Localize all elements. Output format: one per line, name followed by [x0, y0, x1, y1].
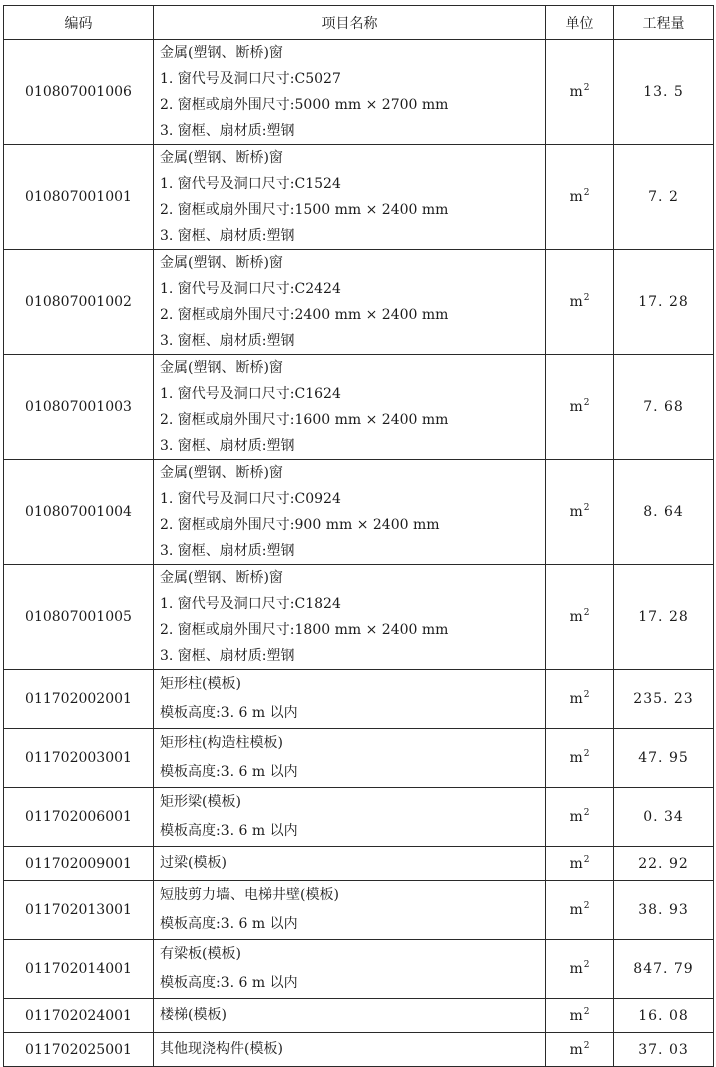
description-line: 短肢剪力墙、电梯井壁(模板)	[160, 887, 339, 903]
item-code: 010807001003	[4, 355, 154, 460]
description-line: 金属(塑钢、断桥)窗	[160, 255, 283, 271]
item-description	[154, 460, 546, 565]
table-row	[4, 1033, 714, 1067]
item-description	[154, 1033, 546, 1067]
table-body	[4, 40, 714, 1067]
description-line: 矩形柱(模板)	[160, 676, 241, 692]
item-unit	[546, 565, 614, 670]
quantity-value: 847. 79	[633, 961, 694, 977]
unit-base: m	[569, 750, 583, 766]
description-line: 1. 窗代号及洞口尺寸:C2424	[160, 281, 341, 297]
unit-exponent: 2	[583, 960, 590, 970]
item-quantity	[614, 355, 714, 460]
unit-base: m	[569, 1041, 583, 1058]
description-line: 3. 窗框、扇材质:塑钢	[160, 123, 295, 139]
unit-exponent: 2	[583, 398, 590, 408]
item-quantity	[614, 881, 714, 940]
item-description	[154, 355, 546, 460]
description-line: 3. 窗框、扇材质:塑钢	[160, 543, 295, 559]
unit-exponent: 2	[583, 749, 590, 759]
item-code: 010807001006	[4, 40, 154, 145]
quantity-value: 16. 08	[638, 1007, 689, 1024]
item-quantity	[614, 788, 714, 847]
header-name: 项目名称	[154, 6, 546, 40]
description-line: 1. 窗代号及洞口尺寸:C5027	[160, 71, 341, 87]
item-code: 011702025001	[4, 1033, 154, 1067]
description-line: 楼梯(模板)	[160, 1007, 227, 1023]
item-code: 011702002001	[4, 670, 154, 729]
header-quantity: 工程量	[614, 6, 714, 40]
description-line: 2. 窗框或扇外围尺寸:2400 mm × 2400 mm	[160, 307, 449, 323]
description-line: 过梁(模板)	[160, 855, 227, 871]
description-line: 模板高度:3. 6 m 以内	[160, 823, 298, 839]
quantity-value: 7. 68	[643, 399, 684, 415]
item-unit	[546, 460, 614, 565]
table-row	[4, 40, 714, 145]
description-line: 1. 窗代号及洞口尺寸:C1824	[160, 596, 341, 612]
description-line: 3. 窗框、扇材质:塑钢	[160, 228, 295, 244]
table-row	[4, 355, 714, 460]
unit-exponent: 2	[583, 293, 590, 303]
quantity-value: 8. 64	[643, 504, 684, 520]
item-description	[154, 999, 546, 1033]
item-description	[154, 788, 546, 847]
item-quantity	[614, 1033, 714, 1067]
unit-exponent: 2	[583, 503, 590, 513]
table-row	[4, 250, 714, 355]
item-code: 011702006001	[4, 788, 154, 847]
unit-base: m	[569, 902, 583, 918]
quantity-value: 47. 95	[638, 750, 689, 766]
item-description	[154, 670, 546, 729]
item-description	[154, 847, 546, 881]
unit-exponent: 2	[583, 83, 590, 93]
table-row	[4, 670, 714, 729]
quantity-value: 0. 34	[643, 809, 684, 825]
item-unit	[546, 355, 614, 460]
item-unit	[546, 940, 614, 999]
header-row	[4, 6, 714, 40]
unit-base: m	[569, 399, 583, 415]
item-code: 011702003001	[4, 729, 154, 788]
quantity-value: 235. 23	[633, 691, 694, 707]
item-unit	[546, 999, 614, 1033]
description-line: 2. 窗框或扇外围尺寸:900 mm × 2400 mm	[160, 517, 440, 533]
item-quantity	[614, 40, 714, 145]
item-unit	[546, 788, 614, 847]
item-unit	[546, 847, 614, 881]
quantity-value: 17. 28	[638, 294, 689, 310]
description-line: 模板高度:3. 6 m 以内	[160, 975, 298, 991]
item-code: 010807001001	[4, 145, 154, 250]
description-line: 金属(塑钢、断桥)窗	[160, 360, 283, 376]
description-line: 3. 窗框、扇材质:塑钢	[160, 438, 295, 454]
description-line: 模板高度:3. 6 m 以内	[160, 764, 298, 780]
unit-exponent: 2	[583, 608, 590, 618]
quantity-value: 37. 03	[638, 1041, 689, 1058]
quantity-value: 13. 5	[643, 84, 684, 100]
item-unit	[546, 250, 614, 355]
item-code: 011702009001	[4, 847, 154, 881]
table-row	[4, 788, 714, 847]
description-line: 3. 窗框、扇材质:塑钢	[160, 648, 295, 664]
unit-exponent: 2	[583, 854, 590, 865]
item-quantity	[614, 145, 714, 250]
item-unit	[546, 1033, 614, 1067]
item-quantity	[614, 940, 714, 999]
description-line: 1. 窗代号及洞口尺寸:C1524	[160, 176, 341, 192]
unit-exponent: 2	[583, 1040, 590, 1051]
item-code: 011702013001	[4, 881, 154, 940]
item-quantity	[614, 670, 714, 729]
unit-base: m	[569, 691, 583, 707]
unit-base: m	[569, 84, 583, 100]
unit-base: m	[569, 961, 583, 977]
item-description	[154, 250, 546, 355]
description-line: 有梁板(模板)	[160, 946, 241, 962]
unit-base: m	[569, 504, 583, 520]
unit-exponent: 2	[583, 808, 590, 818]
unit-exponent: 2	[583, 1006, 590, 1017]
item-code: 011702024001	[4, 999, 154, 1033]
item-code: 010807001002	[4, 250, 154, 355]
quantity-value: 22. 92	[638, 855, 689, 872]
item-description	[154, 565, 546, 670]
item-quantity	[614, 847, 714, 881]
item-description	[154, 940, 546, 999]
table-header	[4, 6, 714, 40]
table-row	[4, 881, 714, 940]
unit-base: m	[569, 294, 583, 310]
quantity-value: 17. 28	[638, 609, 689, 625]
table-row	[4, 999, 714, 1033]
table-row	[4, 460, 714, 565]
description-line: 矩形柱(构造柱模板)	[160, 735, 283, 751]
description-line: 矩形梁(模板)	[160, 794, 241, 810]
unit-base: m	[569, 855, 583, 872]
item-quantity	[614, 460, 714, 565]
unit-base: m	[569, 189, 583, 205]
unit-exponent: 2	[583, 901, 590, 911]
header-unit: 单位	[546, 6, 614, 40]
item-description	[154, 145, 546, 250]
description-line: 金属(塑钢、断桥)窗	[160, 150, 283, 166]
item-description	[154, 729, 546, 788]
description-line: 模板高度:3. 6 m 以内	[160, 916, 298, 932]
item-description	[154, 881, 546, 940]
description-line: 金属(塑钢、断桥)窗	[160, 45, 283, 61]
quantity-value: 7. 2	[648, 189, 679, 205]
table-row	[4, 145, 714, 250]
bill-of-quantities-table	[3, 5, 714, 1067]
unit-exponent: 2	[583, 690, 590, 700]
item-quantity	[614, 250, 714, 355]
item-code: 010807001004	[4, 460, 154, 565]
description-line: 2. 窗框或扇外围尺寸:1500 mm × 2400 mm	[160, 202, 449, 218]
table-row	[4, 940, 714, 999]
description-line: 1. 窗代号及洞口尺寸:C0924	[160, 491, 341, 507]
item-description	[154, 40, 546, 145]
description-line: 模板高度:3. 6 m 以内	[160, 705, 298, 721]
header-code: 编码	[4, 6, 154, 40]
item-code: 010807001005	[4, 565, 154, 670]
table-row	[4, 565, 714, 670]
item-unit	[546, 670, 614, 729]
item-unit	[546, 40, 614, 145]
item-quantity	[614, 565, 714, 670]
unit-base: m	[569, 609, 583, 625]
description-line: 2. 窗框或扇外围尺寸:1800 mm × 2400 mm	[160, 622, 449, 638]
description-line: 1. 窗代号及洞口尺寸:C1624	[160, 386, 341, 402]
description-line: 金属(塑钢、断桥)窗	[160, 570, 283, 586]
description-line: 3. 窗框、扇材质:塑钢	[160, 333, 295, 349]
item-quantity	[614, 729, 714, 788]
item-code: 011702014001	[4, 940, 154, 999]
quantity-value: 38. 93	[638, 902, 689, 918]
description-line: 2. 窗框或扇外围尺寸:1600 mm × 2400 mm	[160, 412, 449, 428]
unit-exponent: 2	[583, 188, 590, 198]
unit-base: m	[569, 1007, 583, 1024]
table-row	[4, 847, 714, 881]
item-unit	[546, 729, 614, 788]
table-row	[4, 729, 714, 788]
description-line: 其他现浇构件(模板)	[160, 1041, 283, 1057]
item-unit	[546, 145, 614, 250]
description-line: 2. 窗框或扇外围尺寸:5000 mm × 2700 mm	[160, 97, 449, 113]
description-line: 金属(塑钢、断桥)窗	[160, 465, 283, 481]
item-quantity	[614, 999, 714, 1033]
unit-base: m	[569, 809, 583, 825]
item-unit	[546, 881, 614, 940]
